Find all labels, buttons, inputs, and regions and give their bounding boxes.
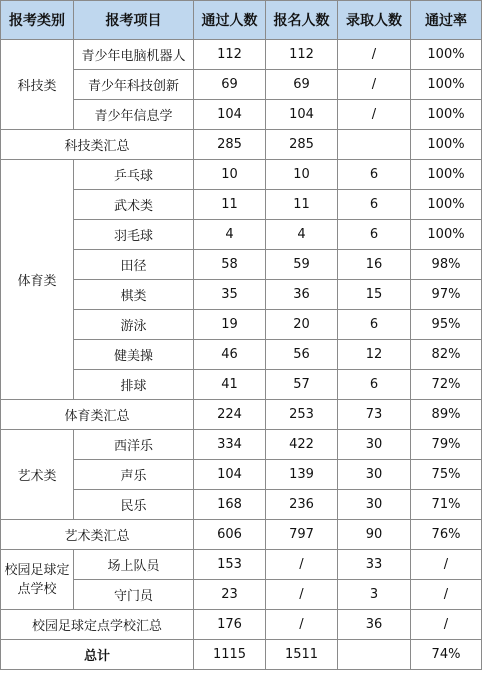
admitted-cell: 73: [338, 400, 411, 430]
passed-cell: 334: [194, 430, 266, 460]
admitted-cell: /: [338, 100, 411, 130]
passed-cell: 46: [194, 340, 266, 370]
registered-cell: 104: [266, 100, 338, 130]
registered-cell: 285: [266, 130, 338, 160]
item-cell: 民乐: [74, 490, 194, 520]
registered-cell: 11: [266, 190, 338, 220]
passed-cell: 35: [194, 280, 266, 310]
table-row: [1, 460, 482, 490]
registered-cell: 10: [266, 160, 338, 190]
registered-cell: 36: [266, 280, 338, 310]
table-row: [1, 370, 482, 400]
subtotal-row: [1, 400, 482, 430]
table-row: [1, 490, 482, 520]
admitted-cell: 30: [338, 460, 411, 490]
header-rate: 通过率: [411, 1, 482, 40]
grand-total-row: [1, 640, 482, 670]
subtotal-row: [1, 130, 482, 160]
header-item: 报考项目: [74, 1, 194, 40]
rate-cell: 100%: [411, 100, 482, 130]
passed-cell: 153: [194, 550, 266, 580]
rate-cell: 97%: [411, 280, 482, 310]
category-cell: 体育类: [1, 160, 74, 400]
registered-cell: 236: [266, 490, 338, 520]
passed-cell: 58: [194, 250, 266, 280]
rate-cell: 100%: [411, 160, 482, 190]
registered-cell: 112: [266, 40, 338, 70]
rate-cell: /: [411, 580, 482, 610]
registered-cell: 57: [266, 370, 338, 400]
passed-cell: 4: [194, 220, 266, 250]
item-cell: 棋类: [74, 280, 194, 310]
rate-cell: 100%: [411, 220, 482, 250]
registered-cell: /: [266, 550, 338, 580]
rate-cell: 100%: [411, 130, 482, 160]
rate-cell: 76%: [411, 520, 482, 550]
header-category: 报考类别: [1, 1, 74, 40]
rate-cell: 75%: [411, 460, 482, 490]
item-cell: 西洋乐: [74, 430, 194, 460]
admitted-cell: [338, 640, 411, 670]
rate-cell: /: [411, 550, 482, 580]
admitted-cell: 6: [338, 310, 411, 340]
item-cell: 游泳: [74, 310, 194, 340]
item-cell: 乒乓球: [74, 160, 194, 190]
rate-cell: /: [411, 610, 482, 640]
registered-cell: 56: [266, 340, 338, 370]
passed-cell: 168: [194, 490, 266, 520]
item-cell: 青少年电脑机器人: [74, 40, 194, 70]
table-row: [1, 430, 482, 460]
admitted-cell: 36: [338, 610, 411, 640]
passed-cell: 11: [194, 190, 266, 220]
table-row: [1, 340, 482, 370]
admitted-cell: 16: [338, 250, 411, 280]
passed-cell: 23: [194, 580, 266, 610]
admitted-cell: 33: [338, 550, 411, 580]
grand-total-label: 总计: [1, 640, 194, 670]
admitted-cell: 30: [338, 490, 411, 520]
item-cell: 声乐: [74, 460, 194, 490]
registered-cell: 797: [266, 520, 338, 550]
table-row: [1, 310, 482, 340]
subtotal-label: 校园足球定点学校汇总: [1, 610, 194, 640]
registered-cell: /: [266, 580, 338, 610]
passed-cell: 176: [194, 610, 266, 640]
table-row: [1, 70, 482, 100]
item-cell: 田径: [74, 250, 194, 280]
header-passed: 通过人数: [194, 1, 266, 40]
header-registered: 报名人数: [266, 1, 338, 40]
admitted-cell: 6: [338, 190, 411, 220]
passed-cell: 41: [194, 370, 266, 400]
table-row: [1, 580, 482, 610]
registered-cell: 253: [266, 400, 338, 430]
category-cell: 艺术类: [1, 430, 74, 520]
subtotal-label: 科技类汇总: [1, 130, 194, 160]
registered-cell: /: [266, 610, 338, 640]
item-cell: 场上队员: [74, 550, 194, 580]
registered-cell: 1511: [266, 640, 338, 670]
item-cell: 青少年科技创新: [74, 70, 194, 100]
rate-cell: 98%: [411, 250, 482, 280]
registered-cell: 59: [266, 250, 338, 280]
table-row: [1, 220, 482, 250]
passed-cell: 112: [194, 40, 266, 70]
item-cell: 排球: [74, 370, 194, 400]
admitted-cell: 12: [338, 340, 411, 370]
admitted-cell: 30: [338, 430, 411, 460]
passed-cell: 104: [194, 100, 266, 130]
rate-cell: 95%: [411, 310, 482, 340]
subtotal-label: 体育类汇总: [1, 400, 194, 430]
rate-cell: 100%: [411, 70, 482, 100]
subtotal-row: [1, 520, 482, 550]
category-cell: 科技类: [1, 40, 74, 130]
passed-cell: 104: [194, 460, 266, 490]
registered-cell: 422: [266, 430, 338, 460]
table-row: [1, 190, 482, 220]
item-cell: 青少年信息学: [74, 100, 194, 130]
table-row: [1, 280, 482, 310]
item-cell: 武术类: [74, 190, 194, 220]
admitted-cell: /: [338, 70, 411, 100]
rate-cell: 71%: [411, 490, 482, 520]
rate-cell: 79%: [411, 430, 482, 460]
table-row: [1, 550, 482, 580]
rate-cell: 100%: [411, 190, 482, 220]
registered-cell: 69: [266, 70, 338, 100]
header-admitted: 录取人数: [338, 1, 411, 40]
passed-cell: 606: [194, 520, 266, 550]
table-row: [1, 40, 482, 70]
passed-cell: 285: [194, 130, 266, 160]
passed-cell: 10: [194, 160, 266, 190]
item-cell: 健美操: [74, 340, 194, 370]
rate-cell: 100%: [411, 40, 482, 70]
admitted-cell: 6: [338, 220, 411, 250]
admitted-cell: 3: [338, 580, 411, 610]
admitted-cell: /: [338, 40, 411, 70]
subtotal-row: [1, 610, 482, 640]
item-cell: 守门员: [74, 580, 194, 610]
rate-cell: 89%: [411, 400, 482, 430]
admitted-cell: 6: [338, 370, 411, 400]
header-row: [1, 1, 482, 40]
passed-cell: 1115: [194, 640, 266, 670]
admitted-cell: 6: [338, 160, 411, 190]
passed-cell: 19: [194, 310, 266, 340]
admitted-cell: 15: [338, 280, 411, 310]
table-row: [1, 250, 482, 280]
admitted-cell: 90: [338, 520, 411, 550]
admitted-cell: [338, 130, 411, 160]
rate-cell: 72%: [411, 370, 482, 400]
table-row: [1, 160, 482, 190]
rate-cell: 82%: [411, 340, 482, 370]
registered-cell: 139: [266, 460, 338, 490]
rate-cell: 74%: [411, 640, 482, 670]
subtotal-label: 艺术类汇总: [1, 520, 194, 550]
registered-cell: 4: [266, 220, 338, 250]
passed-cell: 69: [194, 70, 266, 100]
registered-cell: 20: [266, 310, 338, 340]
category-cell: 校园足球定点学校: [1, 550, 74, 610]
table-row: [1, 100, 482, 130]
item-cell: 羽毛球: [74, 220, 194, 250]
passed-cell: 224: [194, 400, 266, 430]
